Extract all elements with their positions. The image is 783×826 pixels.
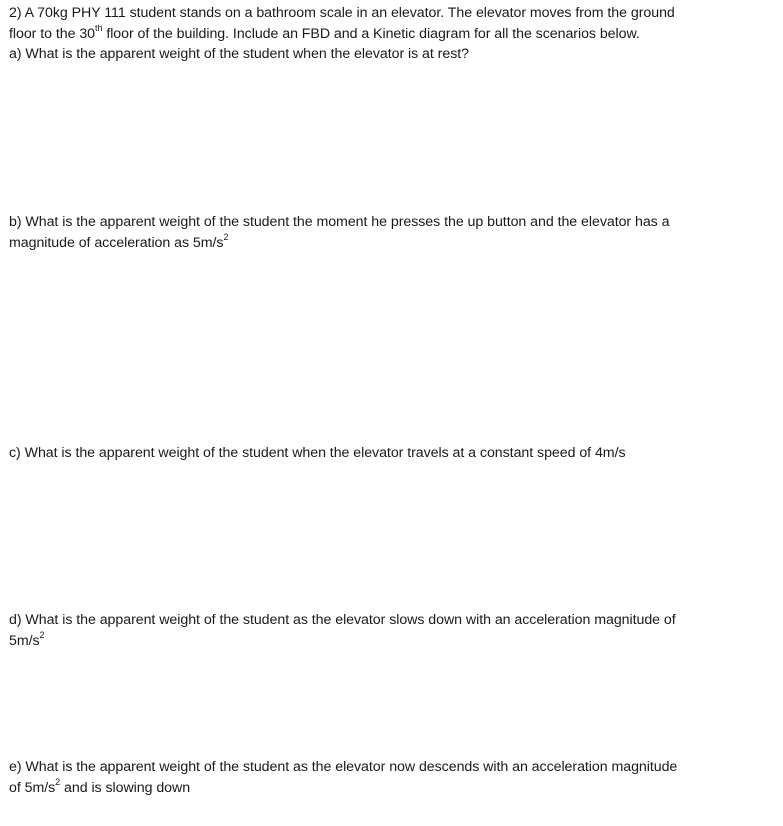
question-b — [9, 212, 774, 254]
question-b-line-1: b) What is the apparent weight of the student the moment he presses the up button and the elevator has a — [9, 214, 670, 230]
question-d-line-1: d) What is the apparent weight of the student as the elevator slows down with an acceleration magnitude of — [9, 612, 676, 628]
problem-statement-line-2: floor to the 30 — [9, 26, 96, 42]
question-a — [9, 44, 774, 65]
question-e-line-2-rest: and is slowing down — [60, 780, 191, 796]
exponent: 2 — [223, 232, 229, 243]
ordinal-suffix: th — [95, 23, 103, 34]
question-e-line-1: e) What is the apparent weight of the student as the elevator now descends with an acceleration magnitude — [9, 759, 678, 775]
exponent: 2 — [55, 777, 61, 788]
problem-statement-line-2-rest: floor of the building. Include an FBD and a Kinetic diagram for all the scenarios below. — [102, 26, 640, 42]
question-c — [9, 443, 774, 464]
problem-statement-line-1: 2) A 70kg PHY 111 student stands on a bathroom scale in an elevator. The elevator moves from the ground — [9, 5, 675, 21]
problem-statement — [9, 3, 774, 45]
exponent: 2 — [39, 630, 45, 641]
question-d-line-2: 5m/s — [9, 633, 40, 649]
question-e — [9, 757, 774, 799]
question-d — [9, 610, 774, 652]
question-a-text: a) What is the apparent weight of the student when the elevator is at rest? — [9, 46, 469, 62]
question-c-text: c) What is the apparent weight of the student when the elevator travels at a constant speed of 4m/s — [9, 445, 626, 461]
question-e-line-2: of 5m/s — [9, 780, 56, 796]
question-b-line-2: magnitude of acceleration as 5m/s — [9, 235, 224, 251]
